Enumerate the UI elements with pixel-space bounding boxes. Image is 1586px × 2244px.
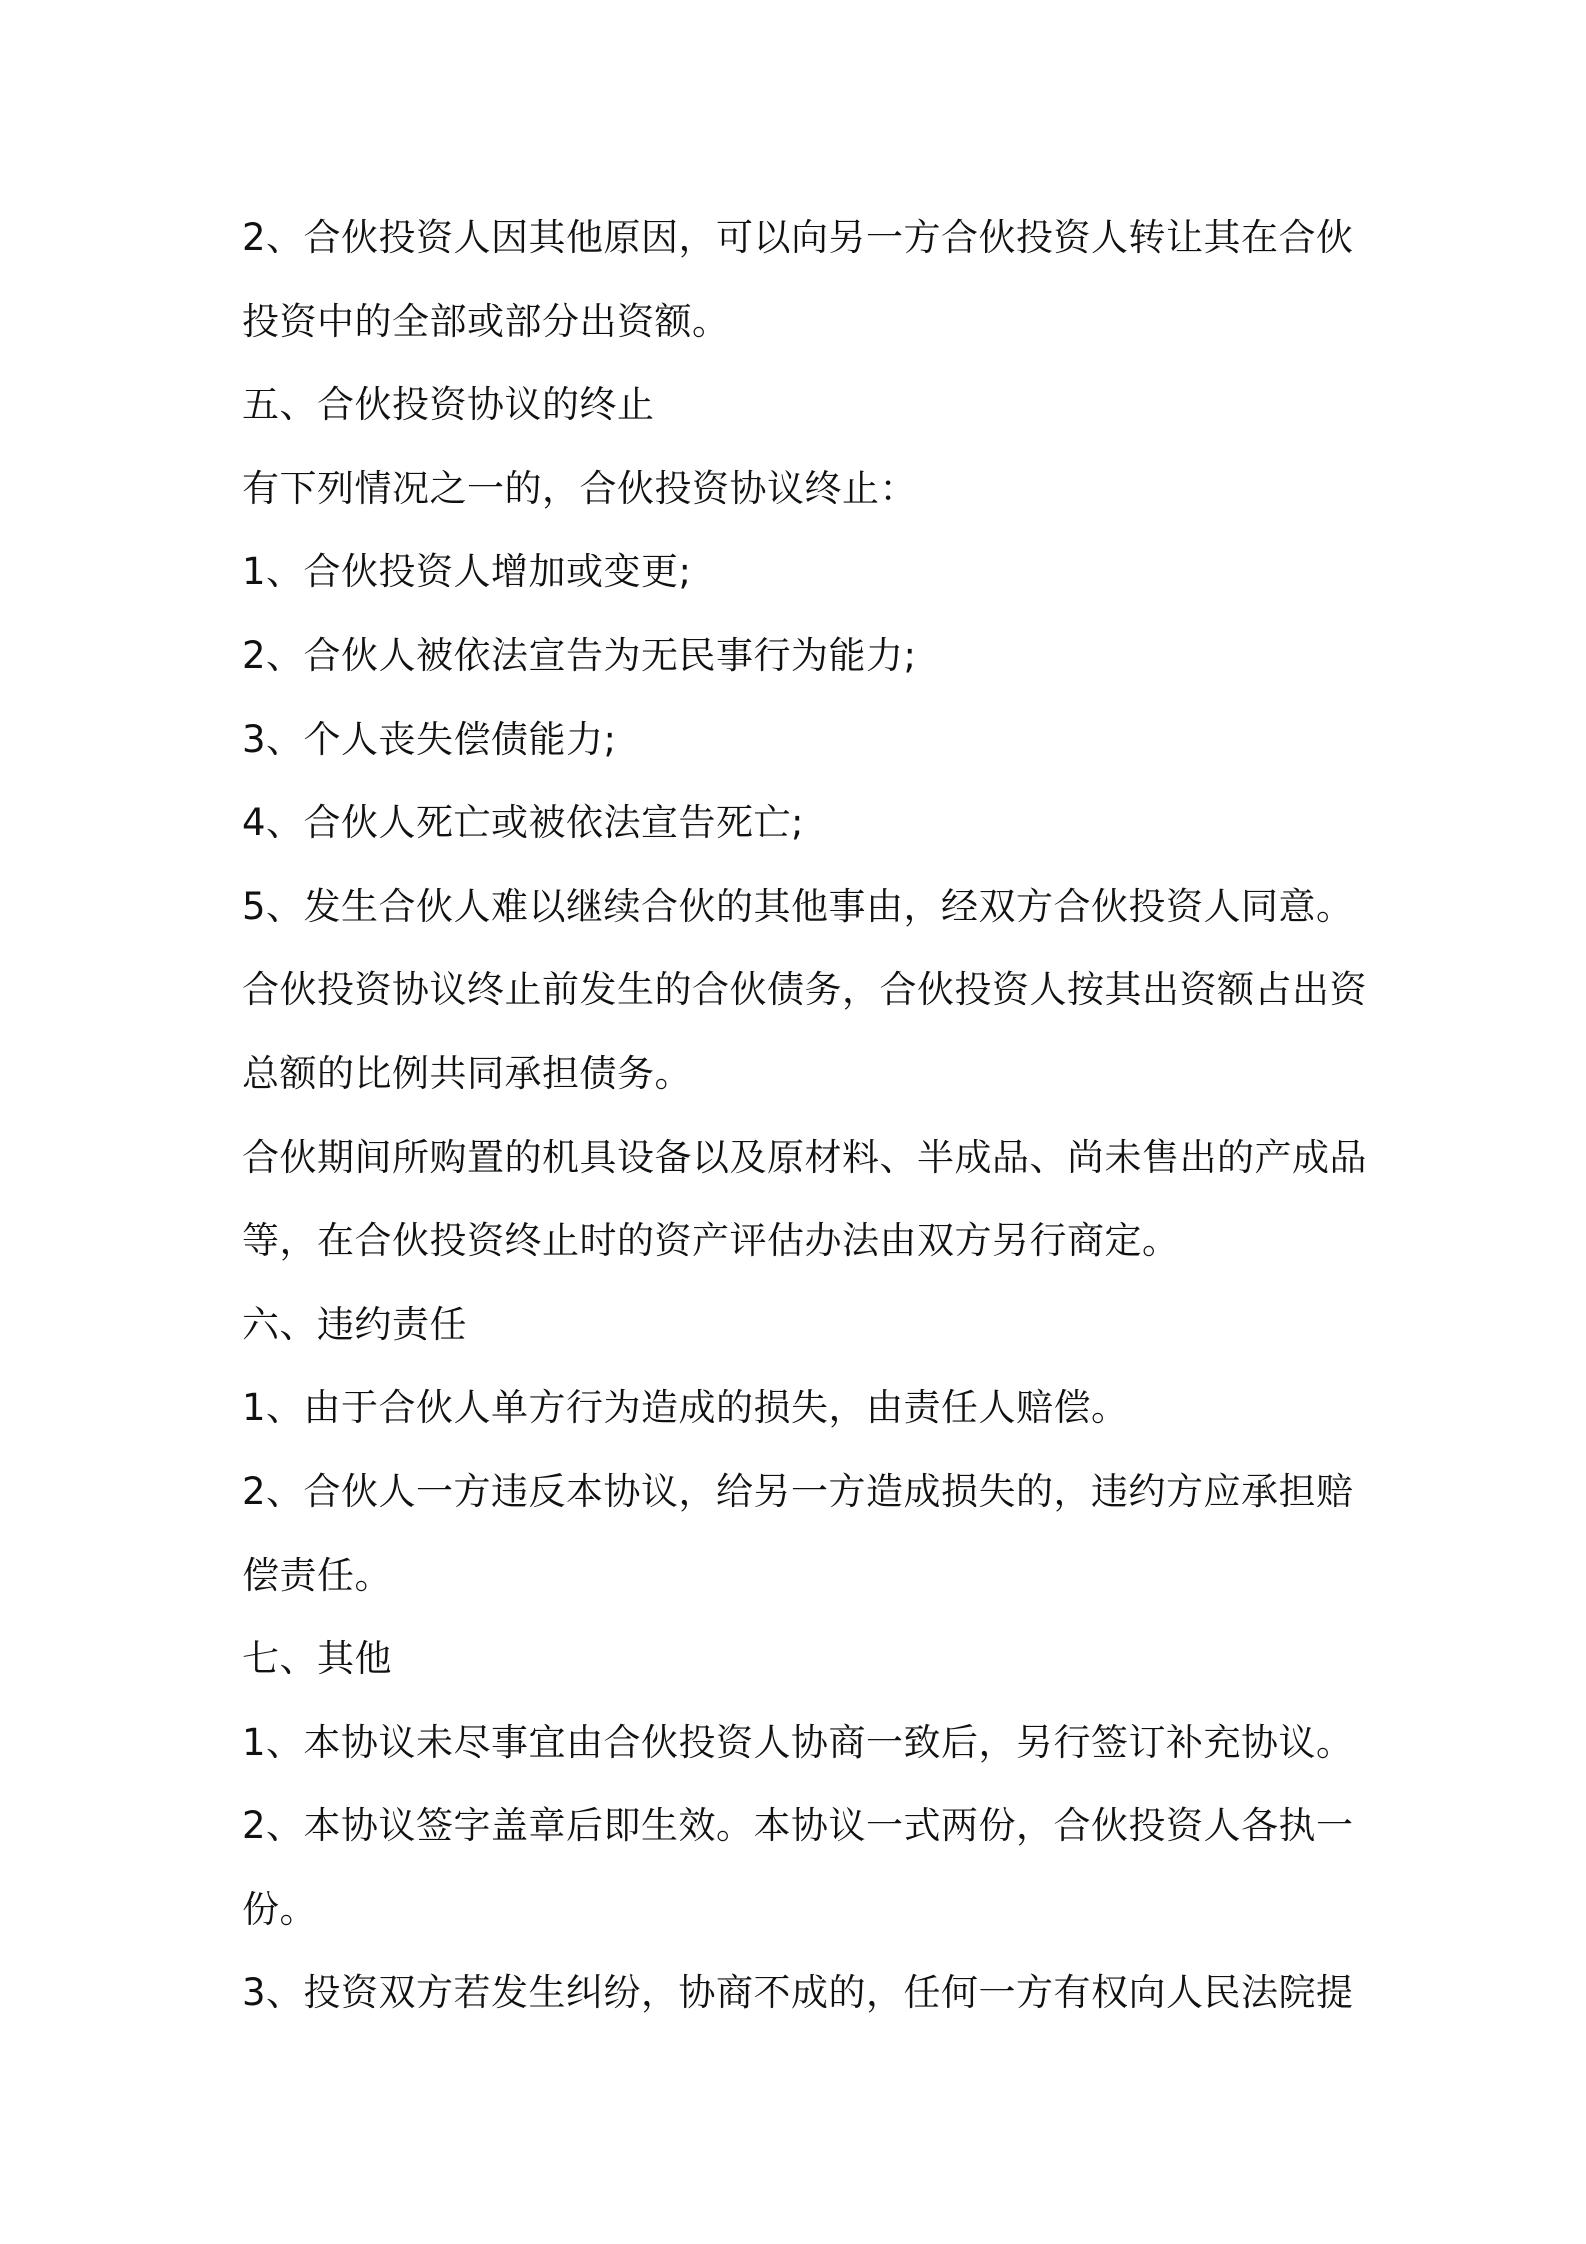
document-body	[242, 196, 1367, 2035]
assets-paragraph-line-1: 合伙期间所购置的机具设备以及原材料、半成品、尚未售出的产成品	[242, 1135, 1367, 1179]
clause-2-transfer-line-2: 投资中的全部或部分出资额。	[242, 299, 730, 343]
termination-item-2: 2、合伙人被依法宣告为无民事行为能力;	[242, 633, 917, 677]
termination-item-5: 5、发生合伙人难以继续合伙的其他事由，经双方合伙投资人同意。	[242, 884, 1354, 928]
liability-item-2-line-2: 偿责任。	[242, 1553, 392, 1597]
other-item-2-line-1: 2、本协议签字盖章后即生效。本协议一式两份，合伙投资人各执一	[242, 1804, 1354, 1848]
section-heading-liability: 六、违约责任	[242, 1302, 467, 1346]
clause-2-transfer-line-1: 2、合伙投资人因其他原因，可以向另一方合伙投资人转让其在合伙	[242, 216, 1354, 259]
other-item-3-line-1: 3、投资双方若发生纠纷，协商不成的，任何一方有权向人民法院提	[242, 1971, 1354, 2015]
other-item-1: 1、本协议未尽事宜由合伙投资人协商一致后，另行签订补充协议。	[242, 1720, 1354, 1764]
termination-intro: 有下列情况之一的，合伙投资协议终止：	[242, 466, 917, 510]
section-heading-other: 七、其他	[242, 1637, 392, 1681]
assets-paragraph-line-2: 等，在合伙投资终止时的资产评估办法由双方另行商定。	[242, 1219, 1180, 1263]
debt-paragraph-line-1: 合伙投资协议终止前发生的合伙债务，合伙投资人按其出资额占出资	[242, 968, 1367, 1012]
termination-item-1: 1、合伙投资人增加或变更;	[242, 550, 692, 594]
liability-item-1: 1、由于合伙人单方行为造成的损失，由责任人赔偿。	[242, 1386, 1129, 1430]
termination-item-4: 4、合伙人死亡或被依法宣告死亡;	[242, 801, 805, 845]
other-item-2-line-2: 份。	[242, 1887, 317, 1931]
debt-paragraph-line-2: 总额的比例共同承担债务。	[242, 1051, 692, 1095]
liability-item-2-line-1: 2、合伙人一方违反本协议，给另一方造成损失的，违约方应承担赔	[242, 1469, 1354, 1513]
termination-item-3: 3、个人丧失偿债能力;	[242, 717, 617, 761]
section-heading-termination: 五、合伙投资协议的终止	[242, 383, 655, 427]
